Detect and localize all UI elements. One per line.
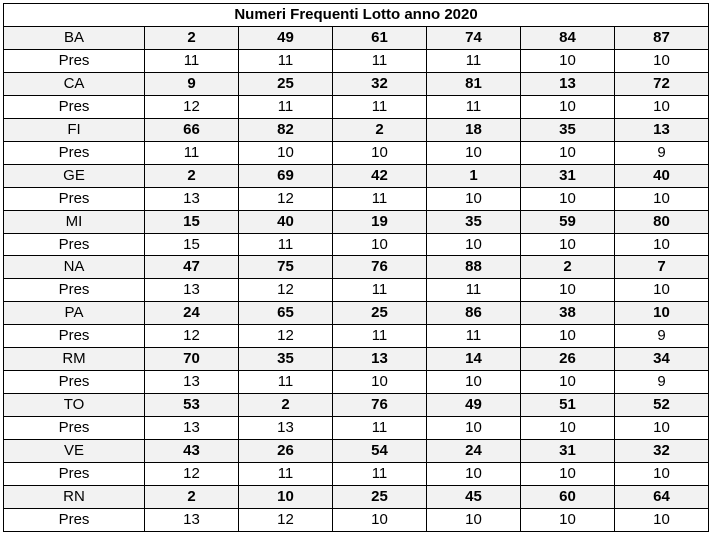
frequent-number-cell: 1 — [427, 164, 521, 187]
pres-label-cell: Pres — [4, 508, 145, 531]
city-row-mi — [4, 210, 709, 233]
frequent-number-cell: 86 — [427, 302, 521, 325]
frequent-number-cell: 66 — [145, 118, 239, 141]
city-name-cell: VE — [4, 440, 145, 463]
frequent-number-cell: 65 — [239, 302, 333, 325]
presence-count-cell: 10 — [333, 141, 427, 164]
presence-count-cell: 10 — [615, 508, 709, 531]
frequent-number-cell: 26 — [239, 440, 333, 463]
presence-count-cell: 13 — [145, 187, 239, 210]
frequent-number-cell: 51 — [521, 394, 615, 417]
presence-count-cell: 11 — [427, 325, 521, 348]
city-row-fi — [4, 118, 709, 141]
pres-label-cell: Pres — [4, 95, 145, 118]
frequent-number-cell: 34 — [615, 348, 709, 371]
presence-count-cell: 10 — [615, 463, 709, 486]
frequent-number-cell: 43 — [145, 440, 239, 463]
frequent-number-cell: 2 — [145, 164, 239, 187]
frequent-number-cell: 70 — [145, 348, 239, 371]
city-row-ve — [4, 440, 709, 463]
frequent-number-cell: 76 — [333, 256, 427, 279]
pres-row-na — [4, 279, 709, 302]
frequent-number-cell: 10 — [239, 486, 333, 509]
presence-count-cell: 10 — [615, 95, 709, 118]
frequent-number-cell: 61 — [333, 26, 427, 49]
pres-label-cell: Pres — [4, 49, 145, 72]
pres-row-ge — [4, 187, 709, 210]
frequent-number-cell: 24 — [145, 302, 239, 325]
presence-count-cell: 10 — [239, 141, 333, 164]
presence-count-cell: 10 — [333, 508, 427, 531]
city-name-cell: PA — [4, 302, 145, 325]
frequent-number-cell: 75 — [239, 256, 333, 279]
frequent-number-cell: 31 — [521, 440, 615, 463]
pres-row-to — [4, 417, 709, 440]
city-row-na — [4, 256, 709, 279]
presence-count-cell: 12 — [239, 325, 333, 348]
presence-count-cell: 11 — [333, 279, 427, 302]
frequent-number-cell: 10 — [615, 302, 709, 325]
frequent-number-cell: 13 — [615, 118, 709, 141]
presence-count-cell: 11 — [333, 463, 427, 486]
frequent-number-cell: 9 — [145, 72, 239, 95]
presence-count-cell: 10 — [521, 325, 615, 348]
presence-count-cell: 10 — [521, 371, 615, 394]
frequent-number-cell: 19 — [333, 210, 427, 233]
pres-label-cell: Pres — [4, 463, 145, 486]
city-name-cell: RM — [4, 348, 145, 371]
presence-count-cell: 11 — [239, 95, 333, 118]
table-title: Numeri Frequenti Lotto anno 2020 — [4, 4, 709, 27]
frequent-number-cell: 32 — [333, 72, 427, 95]
presence-count-cell: 10 — [521, 508, 615, 531]
frequent-number-cell: 15 — [145, 210, 239, 233]
presence-count-cell: 11 — [239, 371, 333, 394]
presence-count-cell: 10 — [521, 417, 615, 440]
frequent-number-cell: 76 — [333, 394, 427, 417]
pres-label-cell: Pres — [4, 371, 145, 394]
frequent-number-cell: 84 — [521, 26, 615, 49]
city-row-rm — [4, 348, 709, 371]
city-row-pa — [4, 302, 709, 325]
frequent-number-cell: 2 — [333, 118, 427, 141]
frequent-number-cell: 72 — [615, 72, 709, 95]
pres-label-cell: Pres — [4, 279, 145, 302]
frequent-number-cell: 32 — [615, 440, 709, 463]
frequent-number-cell: 38 — [521, 302, 615, 325]
frequent-number-cell: 2 — [521, 256, 615, 279]
pres-row-ve — [4, 463, 709, 486]
city-name-cell: TO — [4, 394, 145, 417]
frequent-number-cell: 87 — [615, 26, 709, 49]
presence-count-cell: 9 — [615, 325, 709, 348]
presence-count-cell: 10 — [615, 49, 709, 72]
presence-count-cell: 13 — [145, 417, 239, 440]
pres-label-cell: Pres — [4, 141, 145, 164]
presence-count-cell: 10 — [521, 463, 615, 486]
frequent-number-cell: 45 — [427, 486, 521, 509]
city-name-cell: FI — [4, 118, 145, 141]
presence-count-cell: 10 — [333, 233, 427, 256]
pres-row-rm — [4, 371, 709, 394]
presence-count-cell: 10 — [521, 95, 615, 118]
frequent-number-cell: 88 — [427, 256, 521, 279]
presence-count-cell: 10 — [521, 187, 615, 210]
presence-count-cell: 11 — [145, 141, 239, 164]
presence-count-cell: 13 — [145, 371, 239, 394]
frequent-number-cell: 59 — [521, 210, 615, 233]
presence-count-cell: 11 — [333, 49, 427, 72]
presence-count-cell: 10 — [427, 371, 521, 394]
presence-count-cell: 11 — [333, 95, 427, 118]
frequent-number-cell: 35 — [239, 348, 333, 371]
city-row-ba — [4, 26, 709, 49]
presence-count-cell: 11 — [239, 463, 333, 486]
presence-count-cell: 11 — [145, 49, 239, 72]
frequent-number-cell: 53 — [145, 394, 239, 417]
lotto-frequency-table — [3, 3, 709, 532]
presence-count-cell: 11 — [239, 49, 333, 72]
pres-row-mi — [4, 233, 709, 256]
frequent-number-cell: 18 — [427, 118, 521, 141]
pres-label-cell: Pres — [4, 325, 145, 348]
pres-row-rn — [4, 508, 709, 531]
frequent-number-cell: 25 — [239, 72, 333, 95]
frequent-number-cell: 60 — [521, 486, 615, 509]
frequent-number-cell: 64 — [615, 486, 709, 509]
city-row-ge — [4, 164, 709, 187]
title-row — [4, 4, 709, 27]
presence-count-cell: 12 — [145, 463, 239, 486]
presence-count-cell: 11 — [427, 95, 521, 118]
presence-count-cell: 11 — [333, 325, 427, 348]
presence-count-cell: 10 — [427, 187, 521, 210]
frequent-number-cell: 81 — [427, 72, 521, 95]
frequent-number-cell: 2 — [145, 26, 239, 49]
pres-label-cell: Pres — [4, 187, 145, 210]
presence-count-cell: 12 — [239, 508, 333, 531]
presence-count-cell: 11 — [333, 187, 427, 210]
pres-row-pa — [4, 325, 709, 348]
city-row-to — [4, 394, 709, 417]
frequent-number-cell: 40 — [615, 164, 709, 187]
presence-count-cell: 11 — [239, 233, 333, 256]
presence-count-cell: 10 — [427, 463, 521, 486]
presence-count-cell: 9 — [615, 371, 709, 394]
city-name-cell: BA — [4, 26, 145, 49]
presence-count-cell: 12 — [239, 279, 333, 302]
presence-count-cell: 10 — [521, 49, 615, 72]
presence-count-cell: 11 — [427, 49, 521, 72]
presence-count-cell: 13 — [145, 508, 239, 531]
frequent-number-cell: 26 — [521, 348, 615, 371]
presence-count-cell: 10 — [427, 233, 521, 256]
presence-count-cell: 11 — [427, 279, 521, 302]
presence-count-cell: 10 — [521, 279, 615, 302]
city-row-ca — [4, 72, 709, 95]
presence-count-cell: 13 — [239, 417, 333, 440]
frequent-number-cell: 7 — [615, 256, 709, 279]
frequent-number-cell: 49 — [239, 26, 333, 49]
presence-count-cell: 10 — [521, 233, 615, 256]
city-row-rn — [4, 486, 709, 509]
frequent-number-cell: 42 — [333, 164, 427, 187]
frequent-number-cell: 13 — [521, 72, 615, 95]
frequent-number-cell: 74 — [427, 26, 521, 49]
presence-count-cell: 10 — [615, 417, 709, 440]
presence-count-cell: 12 — [145, 325, 239, 348]
presence-count-cell: 10 — [427, 417, 521, 440]
presence-count-cell: 10 — [333, 371, 427, 394]
table-body — [4, 26, 709, 531]
frequent-number-cell: 47 — [145, 256, 239, 279]
presence-count-cell: 10 — [615, 233, 709, 256]
frequent-number-cell: 35 — [427, 210, 521, 233]
frequent-number-cell: 31 — [521, 164, 615, 187]
presence-count-cell: 13 — [145, 279, 239, 302]
presence-count-cell: 10 — [427, 141, 521, 164]
frequent-number-cell: 25 — [333, 486, 427, 509]
frequent-number-cell: 49 — [427, 394, 521, 417]
presence-count-cell: 10 — [615, 279, 709, 302]
presence-count-cell: 10 — [521, 141, 615, 164]
frequent-number-cell: 54 — [333, 440, 427, 463]
presence-count-cell: 9 — [615, 141, 709, 164]
pres-label-cell: Pres — [4, 417, 145, 440]
presence-count-cell: 12 — [145, 95, 239, 118]
city-name-cell: RN — [4, 486, 145, 509]
city-name-cell: GE — [4, 164, 145, 187]
pres-row-ba — [4, 49, 709, 72]
frequent-number-cell: 40 — [239, 210, 333, 233]
presence-count-cell: 11 — [333, 417, 427, 440]
frequent-number-cell: 13 — [333, 348, 427, 371]
presence-count-cell: 10 — [427, 508, 521, 531]
frequent-number-cell: 35 — [521, 118, 615, 141]
city-name-cell: MI — [4, 210, 145, 233]
frequent-number-cell: 52 — [615, 394, 709, 417]
pres-row-fi — [4, 141, 709, 164]
presence-count-cell: 12 — [239, 187, 333, 210]
frequent-number-cell: 2 — [239, 394, 333, 417]
city-name-cell: CA — [4, 72, 145, 95]
frequent-number-cell: 24 — [427, 440, 521, 463]
frequent-number-cell: 69 — [239, 164, 333, 187]
presence-count-cell: 15 — [145, 233, 239, 256]
frequent-number-cell: 82 — [239, 118, 333, 141]
frequent-number-cell: 80 — [615, 210, 709, 233]
pres-row-ca — [4, 95, 709, 118]
pres-label-cell: Pres — [4, 233, 145, 256]
presence-count-cell: 10 — [615, 187, 709, 210]
frequent-number-cell: 25 — [333, 302, 427, 325]
frequent-number-cell: 2 — [145, 486, 239, 509]
city-name-cell: NA — [4, 256, 145, 279]
frequent-number-cell: 14 — [427, 348, 521, 371]
